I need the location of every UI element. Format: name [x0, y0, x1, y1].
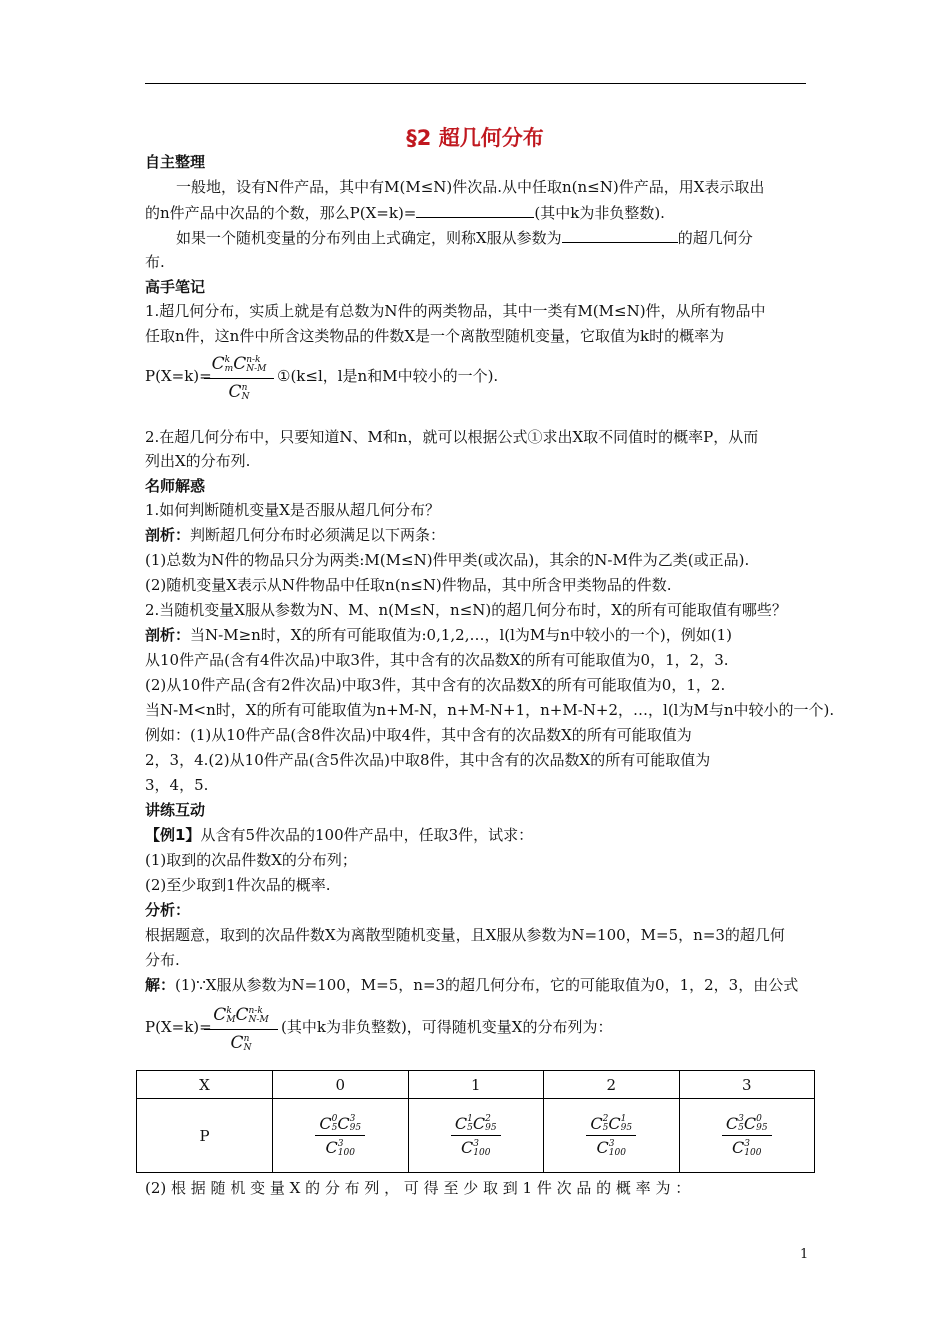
answer-line: 3，4，5.: [145, 776, 209, 794]
formula-line: P(X=k)=: [145, 1018, 212, 1036]
section-heading-practice: 讲练互动: [145, 801, 206, 819]
example-line: 【例1】从含有5件次品的100件产品中，任取3件，试求：: [145, 826, 534, 844]
answer-line: (2)从10件产品(含有2件次品)中取3件，其中含有的次品数X的所有可能取值为0，1，2.: [145, 676, 726, 694]
answer-line: 当N-M<n时，X的所有可能取值为n+M-N，n+M-N+1，n+M-N+2，…，l(l为M与n中较小的一个).: [145, 701, 835, 719]
paragraph-line: 如果一个随机变量的分布列由上式确定，则称X服从参数为 的超几何分: [176, 229, 753, 247]
answer-blank[interactable]: [416, 202, 534, 218]
probability-fraction: C0 5C3 95 C3 100: [315, 1114, 365, 1158]
table-header-cell: P: [137, 1099, 273, 1173]
page-title: §2 超几何分布: [406, 126, 544, 150]
header-rule: [145, 83, 806, 84]
solution-line: (2) 根 据 随 机 变 量 X 的 分 布 列 ， 可 得 至 少 取 到 1 件 次 品 的 概 率 为 ：: [145, 1179, 691, 1197]
probability-cell: [408, 1099, 544, 1173]
answer-line: 剖析：当N-M≥n时，X的所有可能取值为:0,1,2,…，l(l为M与n中较小的一个)，例如(1): [145, 626, 733, 644]
formula-condition: ①(k≤l，l是n和M中较小的一个).: [277, 367, 499, 385]
paragraph-line: 2.在超几何分布中，只要知道N、M和n，就可以根据公式①求出X取不同值时的概率P，从而: [145, 428, 759, 446]
formula-condition: (其中k为非负整数)，可得随机变量X的分布列为：: [281, 1018, 613, 1036]
analysis-line: 根据题意，取到的次品件数X为离散型随机变量，且X服从参数为N=100，M=5，n=3的超几何: [145, 926, 785, 944]
table-cell: 1: [408, 1071, 544, 1099]
answer-line: 例如：(1)从10件产品(含8件次品)中取4件，其中含有的次品数X的所有可能取值为: [145, 726, 692, 744]
table-row: [137, 1071, 815, 1099]
hypergeometric-formula: Ck mCn-k N-M Cn N: [204, 354, 274, 414]
paragraph-line: 任取n件，这n件中所含这类物品的件数X是一个离散型随机变量，它取值为k时的概率为: [145, 327, 725, 345]
question-line: 2.当随机变量X服从参数为N、M、n(M≤N，n≤N)的超几何分布时，X的所有可能取值有哪些？: [145, 601, 787, 619]
paragraph-line: 的n件产品中次品的个数，那么P(X=k)= (其中k为非负整数).: [145, 204, 665, 222]
distribution-table: [136, 1070, 815, 1173]
table-cell: 2: [544, 1071, 680, 1099]
answer-line: 2，3，4.(2)从10件产品(含5件次品)中取8件，其中含有的次品数X的所有可能取值为: [145, 751, 711, 769]
answer-line: (1)总数为N件的物品只分为两类:M(M≤N)件甲类(或次品)，其余的N-M件为乙类(或正品).: [145, 551, 750, 569]
probability-fraction: C2 5C1 95 C3 100: [586, 1114, 636, 1158]
formula-line: P(X=k)=: [145, 367, 212, 385]
section-heading-self-study: 自主整理: [145, 153, 206, 171]
paragraph-line: 布.: [145, 253, 165, 271]
page-number: 1: [800, 1247, 809, 1262]
analysis-heading: 分析：: [145, 901, 191, 919]
section-heading-faq: 名师解惑: [145, 477, 206, 495]
answer-line: 从10件产品(含有4件次品)中取3件，其中含有的次品数X的所有可能取值为0，1，2，3.: [145, 651, 729, 669]
answer-blank[interactable]: [562, 227, 678, 243]
analysis-line: 分布.: [145, 951, 180, 969]
example-line: (2)至少取到1件次品的概率.: [145, 876, 331, 894]
section-heading-notes: 高手笔记: [145, 278, 206, 296]
answer-line: 剖析：判断超几何分布时必须满足以下两条：: [145, 526, 446, 544]
probability-fraction: C1 5C2 95 C3 100: [451, 1114, 501, 1158]
probability-cell: [273, 1099, 409, 1173]
probability-fraction: C3 5C0 95 C3 100: [722, 1114, 772, 1158]
example-line: (1)取到的次品件数X的分布列；: [145, 851, 357, 869]
answer-line: (2)随机变量X表示从N件物品中任取n(n≤N)件物品，其中所含甲类物品的件数.: [145, 576, 672, 594]
table-cell: 0: [273, 1071, 409, 1099]
probability-cell: [679, 1099, 815, 1173]
hypergeometric-formula: Ck MCn-k N-M Cn N: [204, 1005, 278, 1065]
question-line: 1.如何判断随机变量X是否服从超几何分布？: [145, 501, 440, 519]
solution-line: 解：(1)∵X服从参数为N=100，M=5，n=3的超几何分布，它的可能取值为0，1，2，3，由公式: [145, 976, 799, 994]
paragraph-line: 1.超几何分布，实质上就是有总数为N件的两类物品，其中一类有M(M≤N)件，从所有物品中: [145, 302, 766, 320]
table-row: [137, 1099, 815, 1173]
paragraph-line: 列出X的分布列.: [145, 452, 251, 470]
paragraph-line: 一般地，设有N件产品，其中有M(M≤N)件次品.从中任取n(n≤N)件产品，用X表示取出: [176, 178, 765, 196]
table-header-cell: X: [137, 1071, 273, 1099]
probability-cell: [544, 1099, 680, 1173]
table-cell: 3: [679, 1071, 815, 1099]
